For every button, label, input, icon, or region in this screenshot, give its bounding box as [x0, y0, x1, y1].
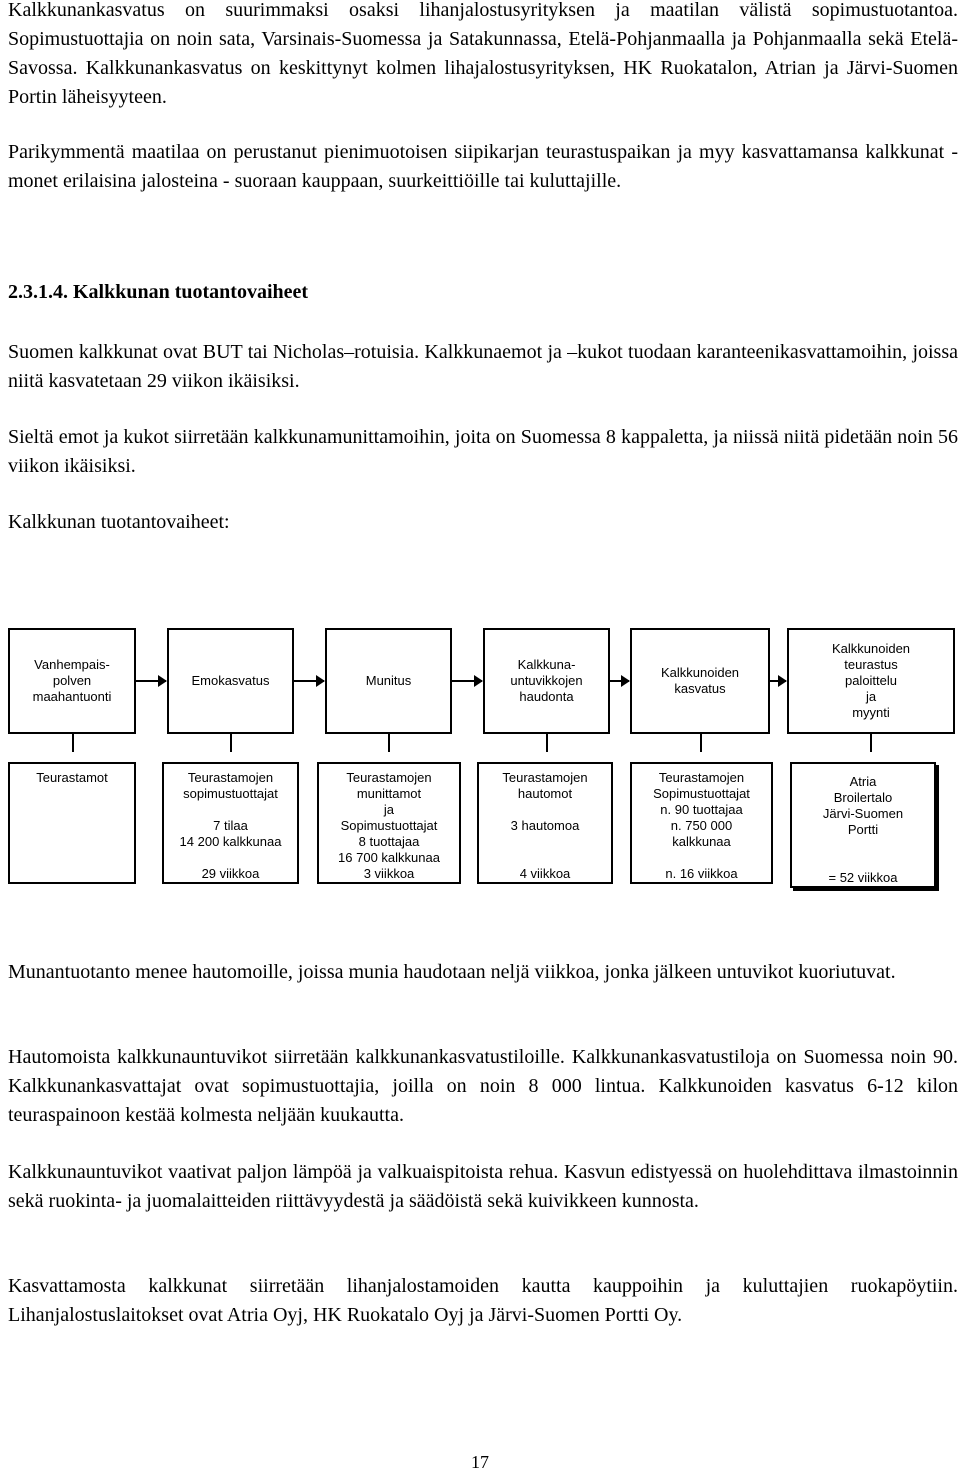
- stage-box-growing: Kalkkunoiden kasvatus: [630, 628, 770, 734]
- stage-box-parent-rearing: Emokasvatus: [167, 628, 294, 734]
- flow-arrow: [136, 680, 166, 682]
- page-number: 17: [471, 1452, 489, 1472]
- paragraph-intro: Kalkkunankasvatus on suurimmaksi osaksi lihanjalostusyrityksen ja maatilan välistä sopimustuotantoa. Sopimustuottajia on noin sata, Varsinais-Suomessa ja Satakunnassa, Etelä-Pohjanmaalla ja Pohjanmaalla sekä Etelä-Savossa. Kalkkunankasvatus on keskittynyt kolmen lihajalostusyrityksen, HK Ruokatalon, Atrian ja Järvi-Suomen Portin läheisyyteen.: [8, 0, 958, 108]
- actor-box-hatcheries: Teurastamojen hautomot 3 hautomoa 4 viikkoa: [477, 762, 613, 884]
- connector-line: [870, 732, 872, 752]
- connector-line: [388, 732, 390, 752]
- section-heading: 2.3.1.4. Kalkkunan tuotantovaiheet: [8, 281, 309, 303]
- flow-arrow: [294, 680, 324, 682]
- paragraph-hatching: Munantuotanto menee hautomoille, joissa munia haudotaan neljä viikkoa, jonka jälkeen untuvikot kuoriutuvat.: [8, 961, 896, 983]
- actor-box-slaughterhouses: Teurastamot: [8, 762, 136, 884]
- production-stage-diagram: [0, 620, 960, 910]
- paragraph-small-farms: Parikymmentä maatilaa on perustanut pienimuotoisen siipikarjan teurastuspaikan ja myy kasvattamansa kalkkunat - monet erilaisina jalosteina - suoraan kauppaan, suurkeittiöille tai kuluttajille.: [8, 141, 958, 192]
- actor-box-growers: Teurastamojen Sopimustuottajat n. 90 tuottajaa n. 750 000 kalkkunaa n. 16 viikkoa: [630, 762, 773, 884]
- actor-box-laying-farms: Teurastamojen munittamot ja Sopimustuottajat 8 tuottajaa 16 700 kalkkunaa 3 viikkoa: [317, 762, 461, 884]
- flow-arrow: [770, 680, 786, 682]
- paragraph-growing-farms: Hautomoista kalkkunauntuvikot siirretään kalkkunankasvatustiloille. Kalkkunankasvatustiloja on Suomessa noin 90. Kalkkunankasvattajat ovat sopimustuottajia, joilla on noin 8 000 lintua. Kalkkunoiden kasvatus 6-12 kilon teuraspainoon kestää kolmesta neljään kuukautta.: [8, 1046, 958, 1126]
- paragraph-laying: Sieltä emot ja kukot siirretään kalkkunamunittamoihin, joita on Suomessa 8 kappaletta, ja niissä niitä pidetään noin 56 viikon ikäisiksi.: [8, 426, 958, 477]
- connector-line: [546, 732, 548, 752]
- stage-box-slaughter: Kalkkunoiden teurastus paloittelu ja myynti: [787, 628, 955, 734]
- connector-line: [230, 732, 232, 752]
- flow-arrow: [610, 680, 629, 682]
- stage-box-import: Vanhempais- polven maahantuonti: [8, 628, 136, 734]
- connector-line: [72, 732, 74, 752]
- stage-box-laying: Munitus: [325, 628, 452, 734]
- paragraph-diagram-intro: Kalkkunan tuotantovaiheet:: [8, 511, 230, 533]
- paragraph-processing: Kasvattamosta kalkkunat siirretään lihanjalostamoiden kautta kauppoihin ja kuluttajien ruokapöytiin. Lihanjalostuslaitokset ovat Atria Oyj, HK Ruokatalo Oyj ja Järvi-Suomen Portti Oy.: [8, 1275, 958, 1326]
- actor-box-contract-producers: Teurastamojen sopimustuottajat 7 tilaa 14 200 kalkkunaa 29 viikkoa: [162, 762, 299, 884]
- flow-arrow: [452, 680, 482, 682]
- stage-box-hatching: Kalkkuna- untuvikkojen haudonta: [483, 628, 610, 734]
- connector-line: [700, 732, 702, 752]
- paragraph-poult-care: Kalkkunauntuvikot vaativat paljon lämpöä ja valkuaispitoista rehua. Kasvun edistyessä on huolehdittava ilmastoinnin sekä ruokinta- ja juomalaitteiden riittävyydestä ja säädöistä sekä kuivikkeen kunnosta.: [8, 1161, 958, 1212]
- actor-box-processors: Atria Broilertalo Järvi-Suomen Portti = 52 viikkoa: [790, 762, 936, 888]
- paragraph-breeds: Suomen kalkkunat ovat BUT tai Nicholas–rotuisia. Kalkkunaemot ja –kukot tuodaan karanteenikasvattamoihin, joissa niitä kasvatetaan 29 viikon ikäisiksi.: [8, 341, 958, 392]
